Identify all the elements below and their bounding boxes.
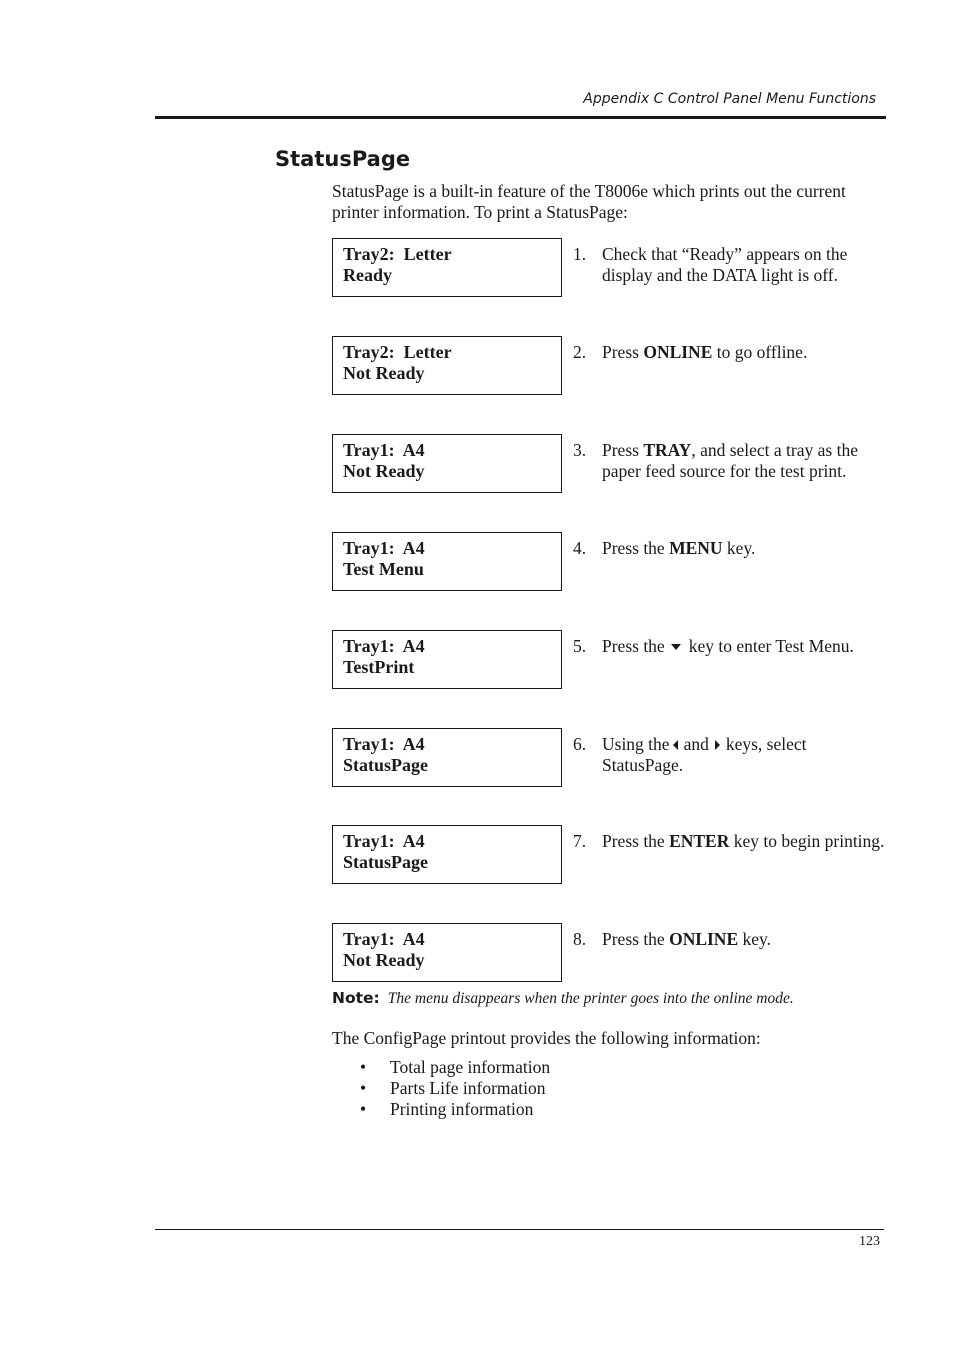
note-label: Note: <box>332 989 380 1007</box>
down-triangle-icon <box>671 644 681 650</box>
step-number: 4. <box>573 538 587 558</box>
lcd-display <box>332 825 562 884</box>
step-number: 1. <box>573 244 587 264</box>
list-item: • Printing information <box>360 1099 534 1119</box>
key-name: ONLINE <box>643 342 713 362</box>
lcd-line-2: Not Ready <box>343 363 425 383</box>
lcd-display <box>332 238 562 297</box>
lcd-line-1: Tray1: A4 <box>343 734 425 754</box>
step-7 <box>332 825 892 885</box>
config-bullet-list <box>360 1057 550 1120</box>
step-8 <box>332 923 892 983</box>
key-name: MENU <box>669 538 723 558</box>
lcd-line-2: Not Ready <box>343 461 425 481</box>
lcd-display <box>332 923 562 982</box>
lcd-line-1: Tray1: A4 <box>343 929 425 949</box>
lcd-line-2: Not Ready <box>343 950 425 970</box>
step-number: 6. <box>573 734 587 754</box>
step-text: Press the MENU key. <box>602 538 756 558</box>
lcd-line-2: StatusPage <box>343 852 428 872</box>
step-number: 8. <box>573 929 587 949</box>
step-text: Press the ENTER key to begin printing. <box>602 831 885 851</box>
lcd-display <box>332 630 562 689</box>
bullet-icon: • <box>360 1099 367 1119</box>
step-text: Press TRAY, and select a tray as the paper feed source for the test print. <box>602 440 858 481</box>
step-text: Check that “Ready” appears on the display and the DATA light is off. <box>602 244 848 285</box>
note-text: The menu disappears when the printer goes into the online mode. <box>387 990 794 1007</box>
step-3 <box>332 434 892 494</box>
lcd-line-2: TestPrint <box>343 657 415 677</box>
lcd-display <box>332 728 562 787</box>
step-number: 3. <box>573 440 587 460</box>
step-number: 7. <box>573 831 587 851</box>
key-name: TRAY <box>643 440 692 460</box>
bullet-icon: • <box>360 1078 367 1098</box>
step-1 <box>332 238 892 298</box>
lcd-display <box>332 532 562 591</box>
section-title: StatusPage <box>275 147 411 171</box>
page-header <box>155 88 886 119</box>
step-number: 5. <box>573 636 587 656</box>
lcd-line-2: StatusPage <box>343 755 428 775</box>
key-name: ONLINE <box>669 929 739 949</box>
header-title: Appendix C Control Panel Menu Functions <box>583 91 876 107</box>
step-text: Using the and keys, select StatusPage. <box>602 734 807 775</box>
page-number: 123 <box>859 1234 880 1249</box>
right-triangle-icon <box>715 740 720 750</box>
lcd-line-2: Test Menu <box>343 559 424 579</box>
lcd-display <box>332 434 562 493</box>
step-2 <box>332 336 892 396</box>
config-intro: The ConfigPage printout provides the following information: <box>332 1028 761 1048</box>
lcd-line-1: Tray2: Letter <box>343 244 452 264</box>
note <box>332 989 892 1008</box>
step-5 <box>332 630 892 690</box>
lcd-display <box>332 336 562 395</box>
step-6 <box>332 728 892 788</box>
lcd-line-1: Tray1: A4 <box>343 440 425 460</box>
lcd-line-1: Tray1: A4 <box>343 636 425 656</box>
left-triangle-icon <box>673 740 678 750</box>
step-text: Press the key to enter Test Menu. <box>602 636 854 656</box>
step-text: Press the ONLINE key. <box>602 929 772 949</box>
footer-rule <box>155 1229 884 1230</box>
section-intro: StatusPage is a built-in feature of the T8006e which prints out the current printer information. To print a StatusPage: <box>332 181 846 222</box>
lcd-line-1: Tray2: Letter <box>343 342 452 362</box>
step-4 <box>332 532 892 592</box>
bullet-icon: • <box>360 1057 367 1077</box>
step-number: 2. <box>573 342 587 362</box>
list-item: • Total page information <box>360 1057 551 1077</box>
lcd-line-1: Tray1: A4 <box>343 538 425 558</box>
step-text: Press ONLINE to go offline. <box>602 342 808 362</box>
list-item: • Parts Life information <box>360 1078 546 1098</box>
key-name: ENTER <box>669 831 730 851</box>
lcd-line-1: Tray1: A4 <box>343 831 425 851</box>
lcd-line-2: Ready <box>343 265 392 285</box>
